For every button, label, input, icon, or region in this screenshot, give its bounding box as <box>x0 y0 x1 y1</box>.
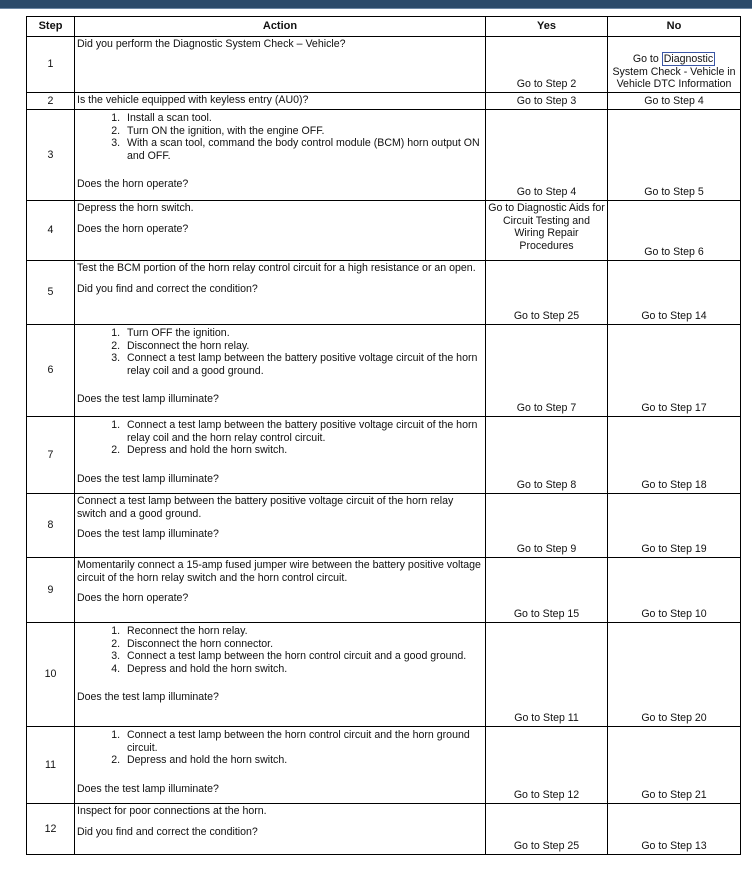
instruction-item: 3. With a scan tool, command the body control module (BCM) horn output ON and OFF. <box>123 137 483 162</box>
question-text: Does the test lamp illuminate? <box>77 472 219 485</box>
instruction-item: 1. Connect a test lamp between the horn control circuit and the horn ground circuit. <box>123 729 483 754</box>
table-row-step-2 <box>27 93 741 110</box>
action-cell <box>75 201 486 261</box>
yes-cell: Go to Step 15 <box>486 558 608 623</box>
header-step: Step <box>27 17 75 37</box>
action-cell <box>75 110 486 201</box>
question-text: Does the test lamp illuminate? <box>77 782 219 795</box>
intro-text: Depress the horn switch. <box>77 202 194 214</box>
step-number: 3 <box>27 110 75 201</box>
no-rest: System Check - Vehicle in Vehicle DTC Information <box>612 65 736 91</box>
instruction-item: 4. Depress and hold the horn switch. <box>123 663 483 676</box>
step-number: 9 <box>27 558 75 623</box>
table-row-step-11 <box>27 727 741 804</box>
yes-cell: Go to Step 11 <box>486 623 608 727</box>
question-text: Does the test lamp illuminate? <box>77 393 219 406</box>
intro-text: Momentarily connect a 15-amp fused jumper wire between the battery positive voltage circuit of the horn relay switch and the horn control circuit. <box>77 559 481 584</box>
instruction-list <box>77 327 483 377</box>
header-action: Action <box>75 17 486 37</box>
instruction-item: 3. Connect a test lamp between the horn control circuit and a good ground. <box>123 650 483 663</box>
no-prefix: Go to <box>632 53 662 66</box>
step-number: 2 <box>27 93 75 110</box>
instruction-list <box>77 112 483 162</box>
instruction-item: 2. Disconnect the horn relay. <box>123 340 483 353</box>
intro-text: Inspect for poor connections at the horn. <box>77 805 267 817</box>
no-cell <box>608 37 741 93</box>
no-cell: Go to Step 4 <box>608 93 741 110</box>
action-cell <box>75 37 486 93</box>
action-cell <box>75 325 486 417</box>
no-cell: Go to Step 19 <box>608 494 741 558</box>
action-cell <box>75 261 486 325</box>
question-text: Does the horn operate? <box>77 222 189 235</box>
table-header-row <box>27 17 741 37</box>
no-cell: Go to Step 14 <box>608 261 741 325</box>
yes-cell: Go to Step 8 <box>486 417 608 494</box>
instruction-list <box>77 625 483 675</box>
yes-cell: Go to Step 7 <box>486 325 608 417</box>
question-text: Does the test lamp illuminate? <box>77 691 219 704</box>
instruction-list <box>77 729 483 767</box>
question-text: Did you perform the Diagnostic System Check – Vehicle? <box>77 38 346 50</box>
question-text: Does the horn operate? <box>77 178 189 191</box>
action-cell <box>75 623 486 727</box>
table-row-step-3 <box>27 110 741 201</box>
table-row-step-1 <box>27 37 741 93</box>
table-row-step-4 <box>27 201 741 261</box>
no-cell: Go to Step 6 <box>608 201 741 261</box>
table-row-step-8 <box>27 494 741 558</box>
step-number: 1 <box>27 37 75 93</box>
action-cell <box>75 93 486 110</box>
diagnostic-link[interactable]: Diagnostic <box>663 53 714 66</box>
step-number: 11 <box>27 727 75 804</box>
yes-cell: Go to Step 2 <box>486 37 608 93</box>
instruction-item: 1. Install a scan tool. <box>123 112 483 125</box>
instruction-item: 3. Connect a test lamp between the battery positive voltage circuit of the horn relay coil and a good ground. <box>123 352 483 377</box>
action-cell <box>75 804 486 855</box>
action-cell <box>75 558 486 623</box>
step-number: 12 <box>27 804 75 855</box>
table-row-step-7 <box>27 417 741 494</box>
instruction-item: 2. Depress and hold the horn switch. <box>123 444 483 457</box>
intro-text: Connect a test lamp between the battery positive voltage circuit of the horn relay switch and a good ground. <box>77 495 454 520</box>
no-cell: Go to Step 17 <box>608 325 741 417</box>
question-text: Did you find and correct the condition? <box>77 825 258 838</box>
instruction-list <box>77 419 483 457</box>
action-cell <box>75 494 486 558</box>
question-text: Does the test lamp illuminate? <box>77 528 219 541</box>
intro-text: Test the BCM portion of the horn relay control circuit for a high resistance or an open. <box>77 262 476 274</box>
header-yes: Yes <box>486 17 608 37</box>
question-text: Is the vehicle equipped with keyless entry (AU0)? <box>77 94 309 106</box>
step-number: 10 <box>27 623 75 727</box>
table-row-step-10 <box>27 623 741 727</box>
table-row-step-5 <box>27 261 741 325</box>
instruction-item: 1. Reconnect the horn relay. <box>123 625 483 638</box>
no-cell: Go to Step 13 <box>608 804 741 855</box>
no-cell: Go to Step 20 <box>608 623 741 727</box>
step-number: 6 <box>27 325 75 417</box>
step-number: 7 <box>27 417 75 494</box>
instruction-item: 2. Turn ON the ignition, with the engine OFF. <box>123 125 483 138</box>
yes-cell: Go to Step 25 <box>486 261 608 325</box>
yes-cell: Go to Step 3 <box>486 93 608 110</box>
yes-cell: Go to Diagnostic Aids for Circuit Testing and Wiring Repair Procedures <box>486 201 608 261</box>
step-number: 4 <box>27 201 75 261</box>
action-cell <box>75 727 486 804</box>
yes-cell: Go to Step 9 <box>486 494 608 558</box>
header-no: No <box>608 17 741 37</box>
no-cell: Go to Step 21 <box>608 727 741 804</box>
no-cell: Go to Step 5 <box>608 110 741 201</box>
yes-cell: Go to Step 12 <box>486 727 608 804</box>
instruction-item: 1. Connect a test lamp between the battery positive voltage circuit of the horn relay coil and the horn relay control circuit. <box>123 419 483 444</box>
no-cell: Go to Step 10 <box>608 558 741 623</box>
top-border-bar <box>0 0 752 9</box>
no-cell: Go to Step 18 <box>608 417 741 494</box>
yes-cell: Go to Step 4 <box>486 110 608 201</box>
question-text: Did you find and correct the condition? <box>77 282 258 295</box>
table-row-step-6 <box>27 325 741 417</box>
table-row-step-12 <box>27 804 741 855</box>
instruction-item: 2. Disconnect the horn connector. <box>123 638 483 651</box>
instruction-item: 2. Depress and hold the horn switch. <box>123 754 483 767</box>
yes-cell: Go to Step 25 <box>486 804 608 855</box>
instruction-item: 1. Turn OFF the ignition. <box>123 327 483 340</box>
step-number: 8 <box>27 494 75 558</box>
action-cell <box>75 417 486 494</box>
diagnostic-table <box>26 16 741 855</box>
question-text: Does the horn operate? <box>77 592 189 605</box>
table-row-step-9 <box>27 558 741 623</box>
step-number: 5 <box>27 261 75 325</box>
